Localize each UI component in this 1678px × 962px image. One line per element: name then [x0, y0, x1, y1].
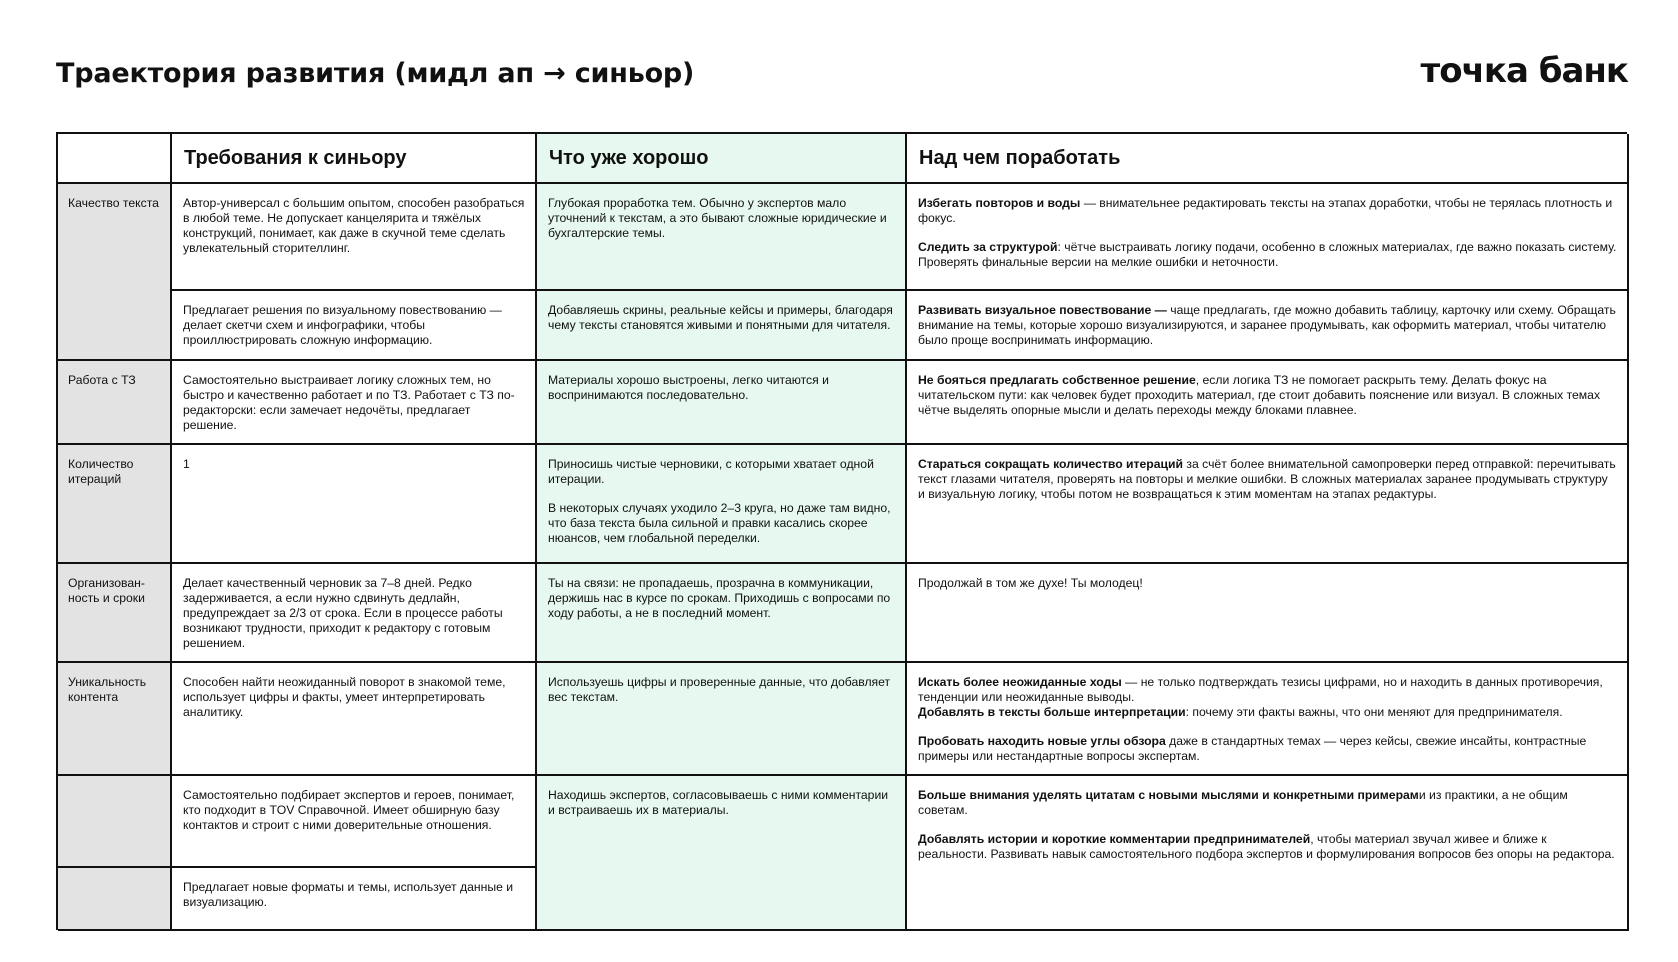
good-cell: Добавляешь скрины, реальные кейсы и примеры, благодаря чему тексты становятся живыми и понятными для читателя. — [537, 291, 907, 361]
requirement-cell: Делает качественный черновик за 7–8 дней. Редко задерживается, а если нужно сдвинуть дедлайн, предупреждает за 2/3 от срока. Если в процессе работы возникают трудности, приходит к редактору с готовым решением. — [172, 564, 537, 663]
category-text-quality: Качество текста — [58, 184, 172, 361]
improve-cell: Искать более неожиданные ходы — не только подтверждать тезисы цифрами, но и находить в данных противоречия, тенденции или неожиданные выводы. Добавлять в тексты больше интерпретации: почему эти факты важны, что они меняют для предпринимателя. Пробовать находить новые углы обзора даже в стандартных темах — через кейсы, свежие инсайты, контрастные примеры или нестандартные вопросы экспертам. — [907, 663, 1629, 776]
category-organization: Организован-ность и сроки — [58, 564, 172, 663]
category-iterations: Количество итераций — [58, 445, 172, 564]
category-uniqueness: Уникальность контента — [58, 663, 172, 776]
category-empty — [58, 868, 172, 931]
page-title: Траектория развития (мидл ап → синьор) — [56, 58, 695, 89]
requirement-cell: 1 — [172, 445, 537, 564]
improve-cell: Продолжай в том же духе! Ты молодец! — [907, 564, 1629, 663]
good-cell: Находишь экспертов, согласовываешь с ними комментарии и встраиваешь их в материалы. — [537, 776, 907, 931]
good-cell: Глубокая проработка тем. Обычно у экспертов мало уточнений к текстам, а это бывают сложные юридические и бухгалтерские темы. — [537, 184, 907, 291]
category-tz: Работа с ТЗ — [58, 361, 172, 445]
requirement-cell: Предлагает решения по визуальному повествованию — делает скетчи схем и инфографики, чтобы проиллюстрировать сложную информацию. — [172, 291, 537, 361]
improve-cell: Стараться сокращать количество итераций за счёт более внимательной самопроверки перед отправкой: перечитывать текст глазами читателя, проверять на повторы и мелкие ошибки. В сложных материалах заранее продумывать структуру и визуальную логику, чтобы потом не возвращаться к этим моментам на этапах редактуры. — [907, 445, 1629, 564]
header-corner-cell — [58, 134, 172, 184]
improve-cell: Больше внимания уделять цитатам с новыми мыслями и конкретными примерами из практики, а не общим советам. Добавлять истории и короткие комментарии предпринимателей, чтобы материал звучал живее и ближе к реальности. Развивать навык самостоятельного подбора экспертов и формулирования вопросов без опоры на редактора. — [907, 776, 1629, 931]
improve-cell: Избегать повторов и воды — внимательнее редактировать тексты на этапах доработки, чтобы не терялась плотность и фокус. Следить за структурой: чётче выстраивать логику подачи, особенно в сложных материалах, где важно показать систему. Проверять финальные версии на мелкие ошибки и неточности. — [907, 184, 1629, 291]
good-cell: Приносишь чистые черновики, с которыми хватает одной итерации. В некоторых случаях уходило 2–3 круга, но даже там видно, что база текста была сильной и правки касались скорее нюансов, чем глобальной переделки. — [537, 445, 907, 564]
good-cell: Используешь цифры и проверенные данные, что добавляет вес текстам. — [537, 663, 907, 776]
good-cell: Материалы хорошо выстроены, легко читаются и воспринимаются последовательно. — [537, 361, 907, 445]
header-good: Что уже хорошо — [537, 134, 907, 184]
header-improve: Над чем поработать — [907, 134, 1629, 184]
requirement-cell: Самостоятельно подбирает экспертов и героев, понимает, кто подходит в TOV Справочной. Имеет обширную базу контактов и строит с ними доверительные отношения. — [172, 776, 537, 868]
development-table — [56, 132, 1627, 930]
good-cell: Ты на связи: не пропадаешь, прозрачна в коммуникации, держишь нас в курсе по срокам. Приходишь с вопросами по ходу работы, а не в последний момент. — [537, 564, 907, 663]
requirement-cell: Автор-универсал с большим опытом, способен разобраться в любой теме. Не допускает канцелярита и тяжёлых конструкций, понимает, как даже в скучной теме сделать увлекательный сторителлинг. — [172, 184, 537, 291]
category-empty — [58, 776, 172, 868]
improve-cell: Развивать визуальное повествование — чаще предлагать, где можно добавить таблицу, карточку или схему. Обращать внимание на темы, которые хорошо визуализируются, и заранее продумывать, как оформить материал, чтобы читателю было проще воспринимать информацию. — [907, 291, 1629, 361]
requirement-cell: Предлагает новые форматы и темы, использует данные и визуализацию. — [172, 868, 537, 931]
requirement-cell: Способен найти неожиданный поворот в знакомой теме, использует цифры и факты, умеет интерпретировать аналитику. — [172, 663, 537, 776]
header-requirements: Требования к синьору — [172, 134, 537, 184]
requirement-cell: Самостоятельно выстраивает логику сложных тем, но быстро и качественно работает и по ТЗ. Работает с ТЗ по-редакторски: если замечает недочёты, предлагает решение. — [172, 361, 537, 445]
improve-cell: Не бояться предлагать собственное решение, если логика ТЗ не помогает раскрыть тему. Делать фокус на читательском пути: как человек будет проходить материал, где стоит добавить пояснение или визуал. В сложных темах чётче выделять опорные мысли и делать переходы между блоками плавнее. — [907, 361, 1629, 445]
brand-logo: точка банк — [1420, 51, 1628, 91]
